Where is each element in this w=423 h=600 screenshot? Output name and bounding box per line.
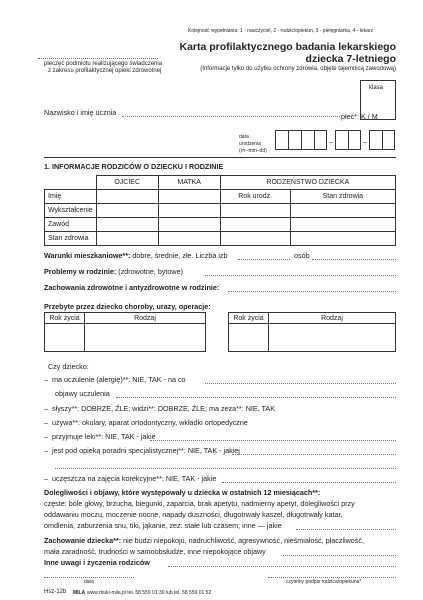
q-allergy-symptoms: objawy uczulenia <box>55 389 110 398</box>
stamp-caption-1: pieczęć podmiotu realizującego świadczenia <box>44 61 163 67</box>
conduct-line2: mała zaradność, trudności w samoobsłudze, inne niepokojące objawy <box>44 547 266 556</box>
cell[interactable] <box>96 232 158 246</box>
cell[interactable] <box>158 204 220 218</box>
conduct-line1: nie budzi niepokoju, nadruchliwość, agresywność, nieśmiałość, płaczliwość, <box>123 536 364 545</box>
stamp-caption-2: z zakresu profilaktycznej opieki zdrowotnej <box>48 68 162 74</box>
publisher-contact: www.druki-mila.pl tel. 58 559 01 30 lub tel. 58 559 01 52 <box>87 590 212 596</box>
questions-intro: Czy dziecko: <box>48 362 89 371</box>
row-label: Zawód <box>45 218 97 232</box>
q-clinic-text: jest pod opieką poradni specjalistycznej**: NIE, TAK - jakiej <box>52 446 240 455</box>
dob-label-3: (rrr–mm–dd) <box>239 148 267 154</box>
cell[interactable] <box>290 204 395 218</box>
q-aids: – używa**: okulary, aparat ortodontyczny, wkładki ortopedyczne <box>44 418 248 427</box>
row-label: Imię <box>45 190 97 204</box>
family-problems <box>44 267 183 276</box>
col-birth-year: Rok urodz. <box>220 190 290 204</box>
row-label: Wykształcenie <box>45 204 97 218</box>
cell[interactable] <box>290 232 395 246</box>
col-father: OJCIEC <box>96 176 158 190</box>
col-type: Rodzaj <box>85 313 206 324</box>
cell[interactable] <box>269 324 396 352</box>
q-medication: – przyjmuje leki**: NIE, TAK - jakie <box>44 432 156 441</box>
clinic-field-2[interactable] <box>55 468 396 469</box>
cell[interactable] <box>96 190 158 204</box>
fill-order-note: Kolejność wypełniania: 1 - nauczyciel, 2 - rodzic/opiekun, 3 - pielęgniarka, 4 - lekarz <box>188 28 374 34</box>
form-code: Hsz-12b <box>44 589 67 595</box>
q-allergy: – ma uczulenie (alergię)**: NIE, TAK - na co <box>44 375 186 384</box>
form-subtitle: (Informacje tylko do użytku ochrony zdrowia, objęte tajemnicą zawodową) <box>200 66 396 72</box>
conduct-field[interactable] <box>283 555 396 556</box>
medication-field[interactable] <box>150 440 396 441</box>
q-corrective: – uczęszcza na zajęcia korekcyjne**: NIE, TAK - jakie <box>44 474 217 483</box>
form-title-line2: dziecka 7-letniego <box>305 53 396 65</box>
col-health: Stan zdrowia <box>290 190 395 204</box>
section-divider <box>44 157 396 158</box>
cell[interactable] <box>220 218 290 232</box>
date-label: data <box>84 579 94 585</box>
student-name-label: Nazwisko i imię ucznia <box>44 108 117 117</box>
complaints-line2: oddawaniu moczu, moczenie nocne, napady duszności, długotrwały kaszel, długotrwały katar, <box>44 510 343 519</box>
publisher: MILA <box>73 590 86 596</box>
row-label: Stan zdrowia <box>45 232 97 246</box>
section1-title: 1. INFORMACJE RODZICÓW O DZIECKU I RODZINIE <box>44 162 224 171</box>
illness-table-right <box>228 312 396 352</box>
sex-label: płeć*: K / M <box>341 112 378 121</box>
allergy-field[interactable] <box>205 383 396 384</box>
cell[interactable] <box>229 324 269 352</box>
cell[interactable] <box>158 218 220 232</box>
cell[interactable] <box>45 324 85 352</box>
col-year: Rok życia <box>45 313 85 324</box>
rooms-field[interactable] <box>238 259 290 260</box>
cell[interactable] <box>290 218 395 232</box>
remarks-field[interactable] <box>168 566 396 567</box>
col-type: Rodzaj <box>269 313 396 324</box>
date-field[interactable] <box>44 577 134 578</box>
form-title-line1: Karta profilaktycznego badania lekarskiego <box>179 41 396 53</box>
problems-label: Problemy w rodzinie: <box>44 267 117 276</box>
behaviour-field[interactable] <box>228 291 396 292</box>
cell[interactable] <box>220 204 290 218</box>
problems-text: (zdrowotne, bytowe) <box>118 267 184 276</box>
living-conditions <box>44 251 228 260</box>
behaviour-label: Zachowania zdrowotne i antyzdrowotne w rodzinie: <box>44 283 220 292</box>
persons-label: osób <box>294 251 310 260</box>
q-aids-text: używa**: okulary, aparat ortodontyczny, wkładki ortopedyczne <box>52 418 248 427</box>
signature-field[interactable] <box>268 577 396 578</box>
stamp-line <box>38 58 158 59</box>
col-siblings: RODZEŃSTWO DZIECKA <box>220 176 395 190</box>
clinic-field[interactable] <box>232 454 396 455</box>
dob-label-1: data <box>239 134 249 140</box>
class-label: klasa <box>369 85 384 91</box>
signature-label: czytelny podpis rodzica/opiekuna* <box>286 579 362 585</box>
persons-field[interactable] <box>312 259 396 260</box>
cell[interactable] <box>96 218 158 232</box>
illnesses-label: Przebyte przez dziecko choroby, urazy, operacje: <box>44 302 211 311</box>
cell[interactable] <box>158 232 220 246</box>
q-senses: – słyszy**: DOBRZE, ŹLE; widzi**: DOBRZE, ŹLE; ma zeza**: NIE, TAK <box>44 404 275 413</box>
q-medication-text: przyjmuje leki**: NIE, TAK - jakie <box>52 432 156 441</box>
complaints-line3: omdlenia, zaburzenia snu, tiki, jąkanie, zez: stałe lub czasem; inne — jakie <box>44 521 282 530</box>
q-corrective-text: uczęszcza na zajęcia korekcyjne**: NIE, TAK - jakie <box>52 474 217 483</box>
problems-field[interactable] <box>205 275 396 276</box>
family-table <box>44 175 396 246</box>
corrective-field[interactable] <box>222 482 396 483</box>
cell[interactable] <box>220 232 290 246</box>
dob-label-2: urodzenia <box>239 141 261 147</box>
col-year: Rok życia <box>229 313 269 324</box>
cell[interactable] <box>85 324 206 352</box>
complaints-line1: częste: bóle głowy, brzucha, biegunki, zaparcia, brak apetytu, nadmierny apetyt, dolegliwości przy <box>44 499 355 508</box>
illness-table-left <box>44 312 206 352</box>
conduct <box>44 536 364 545</box>
student-name-field[interactable] <box>122 116 340 117</box>
living-text: dobre, średnie, złe. Liczba izb <box>132 251 228 260</box>
remarks-label: Inne uwagi i życzenia rodziców <box>44 558 150 567</box>
cell[interactable] <box>158 190 220 204</box>
col-mother: MATKA <box>158 176 220 190</box>
q-senses-text: słyszy**: DOBRZE, ŹLE; widzi**: DOBRZE, ŹLE; ma zeza**: NIE, TAK <box>52 404 275 413</box>
allergy-symptoms-field[interactable] <box>116 397 396 398</box>
conduct-label: Zachowanie dziecka**: <box>44 536 122 545</box>
living-label: Warunki mieszkaniowe**: <box>44 251 131 260</box>
cell[interactable] <box>96 204 158 218</box>
complaints-field[interactable] <box>296 529 396 530</box>
complaints-label: Dolegliwości i objawy, które występowały u dziecka w ostatnich 12 miesiącach**: <box>44 488 321 497</box>
q-allergy-text: ma uczulenie (alergię)**: NIE, TAK - na co <box>52 375 186 384</box>
q-clinic: – jest pod opieką poradni specjalistycznej**: NIE, TAK - jakiej <box>44 446 240 455</box>
